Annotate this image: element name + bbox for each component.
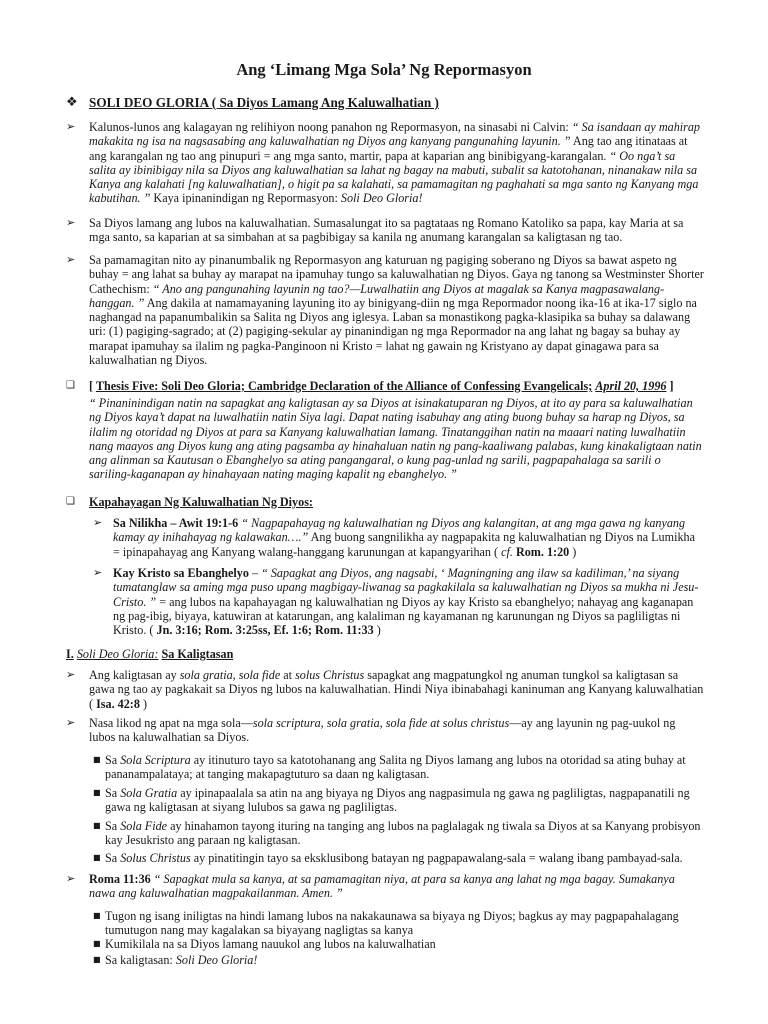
paragraph-apat-na-sola — [89, 716, 704, 745]
kapahayagan-sa-nilikha — [113, 516, 704, 559]
paragraph-kaligtasan — [89, 668, 704, 711]
section-heading-soli-deo-gloria: SOLI DEO GLORIA ( Sa Diyos Lamang Ang Kaluwalhatian ) — [89, 95, 439, 110]
list-item-sola-gratia — [105, 786, 705, 815]
thesis-title: Thesis Five: Soli Deo Gloria; Cambridge Declaration of the Alliance of Confessing Evangelicals; — [95, 379, 593, 393]
thesis-close-bracket: ] — [666, 379, 674, 393]
sola-name: Solus Christus — [120, 851, 191, 865]
p1-quote-2: “ Oo nga’t sa salita ay ibinibigay nila sa Diyos ang kaluwalhatian sa lahat ng bagay na mabuti, subalit sa katotohanan, ninanakaw nila sa Kanya ang kalahati [ng kaluwalhatian], o higit pa sa kalahati, sa pamamagitan ng paghahati sa mga santo ng Kanyang mga kabutihan. ” — [89, 148, 699, 206]
list-item-sola-scriptura — [105, 753, 705, 782]
s1p2-text-1: Nasa likod ng apat na mga sola— — [89, 716, 253, 730]
nilikha-end: ) — [569, 544, 577, 559]
p1-calvin-quote: “ Sa isandaan ay mahirap makakita ng isa na nagsasabing ang kaluwalhatian ng Diyos ang kanyang pangunahing layunin. ” — [89, 120, 701, 149]
s1p1-solus-christus: solus Christus — [295, 668, 365, 682]
kristo-dash: – — [248, 566, 262, 580]
kristo-end: ) — [373, 623, 381, 638]
paragraph-roma — [89, 872, 704, 901]
p3-text-3: Ang dakila at namamayaning layuning ito ay binigyang-diin ng mga Repormador noong ika-16 at ika-17 siglo na naghangad na papanumbalikin sa Salita ng Diyos ang iglesya. Laban sa monastikong pagka-klasipika sa buhay sa dalawang uri: (1) pagiging-sagrado; at (2) pagiging-sekular ay pinanindigan ng mga Repormador na ang lahat ng bagay sa buhay ay marapat ipamuhay sa ilalim ng pagka-Panginoon ni Kristo = lahat ng gawain ng Kristyano ay dapat ginagawa para sa kaluwalhatian ng Diyos. — [89, 295, 697, 368]
section-one-title-italic: Soli Deo Gloria: — [76, 647, 159, 661]
list-item-kumikilala: Kumikilala na sa Diyos lamang nauukol ang lubos na kaluwalhatian — [105, 937, 436, 951]
s1p1-ref: Isa. 42:8 — [96, 696, 140, 711]
p1-motto: Soli Deo Gloria! — [340, 191, 423, 206]
s1p1-text-6: ) — [139, 696, 148, 711]
section-one-heading — [66, 647, 706, 661]
sola-text: ay pinatitingin tayo sa eksklusibong batayan ng pagpapawalang-sala = walang ibang pambayad-sala. — [190, 851, 683, 865]
s1p1-sola-gratia-fide: sola gratia, sola fide — [179, 668, 281, 682]
square-bullet-icon: ❑ — [66, 380, 75, 391]
kapahayagan-kay-kristo — [113, 566, 704, 637]
roma-ref: Roma 11:36 — [89, 872, 151, 886]
s1p2-solas: sola scriptura, sola gratia, sola fide at solus christus — [252, 716, 510, 730]
sola-pre: Sa — [105, 753, 121, 767]
sola-pre: Sa — [105, 819, 121, 833]
sola-text: ay itinuturo tayo sa katotohanang ang Salita ng Diyos lamang ang lubos na otoridad sa ating buhay at pananampalataya; at tanging makapagtuturo sa daan ng kaligtasan. — [105, 753, 686, 782]
square-dot-icon: ■ — [93, 788, 101, 797]
s1p1-text-1: Ang kaligtasan ay — [89, 668, 180, 682]
p3-text-1: Sa pamamagitan nito ay pinanumbalik ng Repormasyon ang katuruan ng pagiging soberano ng Diyos sa bawat aspeto ng buhay = ang lahat sa buhay ay marapat na ipamuhay tungo sa kaluwalhatian ng Diyos. Gaya ng tanong sa Westminster Shorter Cathechism: — [89, 253, 704, 296]
nilikha-lead: Sa Nilikha – Awit 19:1-6 — [113, 516, 239, 530]
arrow-bullet-icon: ➢ — [66, 716, 76, 729]
diamond-bullet-icon: ❖ — [66, 95, 78, 110]
page-title: Ang ‘Limang Mga Sola’ Ng Repormasyon — [236, 60, 532, 79]
kristo-lead: Kay Kristo sa Ebanghelyo — [113, 566, 249, 580]
sola-pre: Sa — [105, 786, 121, 800]
p3-westminster-quote: “ Ano ang pangunahing layunin ng tao?—Luwalhatiin ang Diyos at magalak sa Kanya magpasawalang-hanggan. ” — [89, 281, 665, 310]
p1-text-5: Kaya ipinanindigan ng Repormasyon: — [150, 191, 341, 206]
arrow-bullet-icon: ➢ — [66, 216, 76, 229]
square-bullet-icon: ❑ — [66, 496, 75, 507]
list-item-solus-christus — [105, 851, 725, 865]
square-dot-icon: ■ — [93, 911, 101, 920]
nilikha-ref: Rom. 1:20 — [512, 544, 570, 559]
arrow-bullet-icon: ➢ — [66, 120, 76, 133]
square-dot-icon: ■ — [93, 939, 101, 948]
kristo-rest: = ang lubos na kapahayagan ng kaluwalhatian ng Diyos ay kay Kristo sa ebanghelyo; nahayag ang kaganapan ng pag-ibig, biyaya, katuwiran at katarungan, ang kalaliman ng kayamanan ng karunungan ng Diyos sa pagliligtas ni Kristo. ( — [113, 594, 694, 638]
arrow-bullet-icon: ➢ — [66, 872, 76, 885]
s1p2-text-3: —ay ang layunin ng pag-uukol ng lubos na kaluwalhatian sa Diyos. — [89, 716, 676, 745]
arrow-bullet-icon: ➢ — [93, 566, 103, 579]
p1-text-1: Kalunos-lunos ang kalagayan ng relihiyon noong panahon ng Repormasyon, na sinasabi ni Calvin: — [89, 120, 572, 134]
thesis-open-bracket: [ — [89, 379, 96, 393]
sola-name: Sola Gratia — [120, 786, 178, 800]
thesis-quote: “ Pinaninindigan natin na sapagkat ang kaligtasan ay sa Diyos at isinakatuparan ng Diyos, at ito ay para sa kaluwalhatian ng Diyos kaya’t dapat na luwalhatiin natin Siya lagi. Dapat nating isabuhay ang ating buong buhay sa harap ng Diyos, sa ilalim ng otoridad ng Diyos at para sa Kanyang kaluwalhatian lamang. Tinatanggihan natin na maaari nating luwalhatiin nang maayos ang Diyos kung ang ating pagsamba ay hinahaluan natin ng pang-kaaliwang palabas, kung kinakaligtaan natin ang alinman sa Kautusan o Ebanghelyo sa ating pangangaral, o kung pag-unlad ng sarili, pagpapahalaga sa sarili o sariling-kaganapan ay hinahayaan nating maging kapalit ng ebanghelyo. ” — [89, 396, 702, 482]
last-motto: Soli Deo Gloria! — [175, 953, 258, 967]
sola-pre: Sa — [105, 851, 121, 865]
section-one-title: Sa Kaligtasan — [161, 647, 234, 661]
nilikha-quote: “ Nagpapahayag ng kaluwalhatian ng Diyos ang kalangitan, at ang mga gawa ng kanyang kamay ay inihahayag ng kalawakan….” — [113, 516, 686, 545]
p1-text-3: Ang tao ang itinataas at ang karangalan ng tao ang pinupuri = ang mga santo, martir, papa at kaparian ang binibigyang-karangalan. — [89, 134, 688, 163]
paragraph-sa-diyos-lamang: Sa Diyos lamang ang lubos na kaluwalhatian. Sumasalungat ito sa pagtataas ng Romano Katoliko sa papa, kay Maria at sa mga santo, sa kaparian at sa simbahan at sa pagbibigay sa kanila ng anumang karangalan sa kaligtasan ng tao. — [89, 216, 684, 245]
s1p1-text-3: at — [280, 668, 296, 682]
roma-quote: “ Sapagkat mula sa kanya, at sa pamamagitan niya, at para sa kanya ang lahat ng mga bagay. Sumakanya nawa ang kaluwalhatian magpakailanman. Amen. ” — [89, 872, 675, 901]
nilikha-rest: Ang buong sangnilikha ay nagpapakita ng kaluwalhatian ng Diyos na Lumikha = ipinapahayag ang Kanyang walang-hanggang karunungan at kapangyarihan ( — [113, 530, 695, 559]
arrow-bullet-icon: ➢ — [66, 668, 76, 681]
list-item-tugon: Tugon ng isang iniligtas na hindi lamang lubos na nakakaunawa sa biyaya ng Diyos; bagkus ay may pagpapahalagang tumutugon nang may kagalakan sa biyayang nagligtas sa kanya — [105, 909, 679, 938]
list-item-sa-kaligtasan — [105, 953, 705, 967]
sola-text: ay hinahamon tayong ituring na tanging ang lubos na paglalagak ng tiwala sa Diyos at sa Kanyang probisyon kay Jesukristo ang paraan ng kaligtasan. — [105, 819, 701, 848]
s1p1-text-5: sapagkat ang magpatungkol ng anuman tungkol sa kaligtasan sa gawa ng tao ay pagkakait sa Diyos ng lubos na kaluwalhatian. Hindi Niya ibinabahagi kaninuman ang Kanyang kaluwalhatian ( — [89, 668, 704, 711]
arrow-bullet-icon: ➢ — [93, 516, 103, 529]
square-dot-icon: ■ — [93, 755, 101, 764]
list-item-sola-fide — [105, 819, 705, 848]
arrow-bullet-icon: ➢ — [66, 253, 76, 266]
last-pre: Sa kaligtasan: — [105, 953, 176, 967]
kapahayagan-heading: Kapahayagan Ng Kaluwalhatian Ng Diyos: — [89, 495, 313, 509]
kristo-refs: Jn. 3:16; Rom. 3:25ss, Ef. 1:6; Rom. 11:33 — [156, 623, 374, 638]
section-one-number: I. — [66, 647, 74, 661]
sola-name: Sola Fide — [120, 819, 168, 833]
paragraph-calvin — [89, 120, 704, 206]
thesis-date: April 20, 1996 — [595, 379, 667, 393]
square-dot-icon: ■ — [93, 853, 101, 862]
thesis-five-heading — [89, 379, 729, 393]
kristo-quote: “ Sapagkat ang Diyos, ang nagsabi, ‘ Magningning ang ilaw sa kadiliman,’ na siyang tumatanglaw sa aming mga puso upang magbigay-liwanag sa pagkakilala sa kaluwalhatian ng Diyos sa mukha ni Jesu-Cristo. ” — [113, 566, 699, 609]
square-dot-icon: ■ — [93, 955, 101, 964]
square-dot-icon: ■ — [93, 821, 101, 830]
sola-name: Sola Scriptura — [120, 753, 191, 767]
nilikha-cf: cf. — [501, 544, 513, 559]
sola-text: ay ipinapaalala sa atin na ang biyaya ng Diyos ang nagpasimula ng gawa ng pagliligtas, nagpapanatili ng gawa ng kaligtasan at siyang lulubos sa gawa ng pagliligtas. — [105, 786, 690, 815]
paragraph-westminster — [89, 253, 704, 367]
